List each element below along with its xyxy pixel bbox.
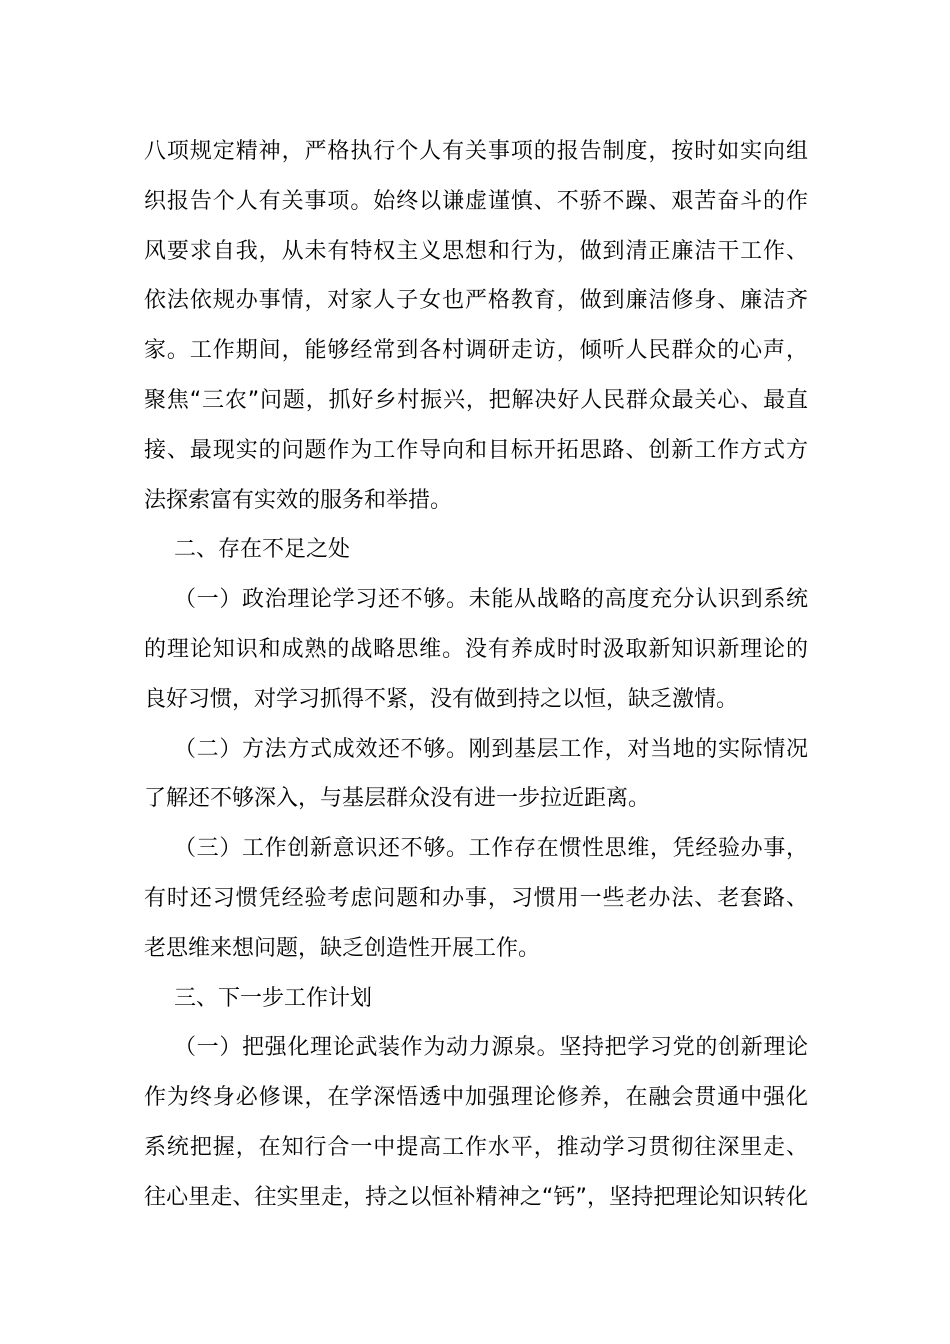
text-line: 有时还习惯凭经验考虑问题和办事，习惯用一些老办法、老套路、 <box>144 885 808 911</box>
text-line: 风要求自我，从未有特权主义思想和行为，做到清正廉洁干工作、 <box>144 238 808 264</box>
text-line: （一）把强化理论武装作为动力源泉。坚持把学习党的创新理论 <box>174 1035 808 1061</box>
text-line: （一）政治理论学习还不够。未能从战略的高度充分认识到系统 <box>174 587 808 613</box>
text-line: 系统把握，在知行合一中提高工作水平，推动学习贯彻往深里走、 <box>144 1134 808 1160</box>
text-line: 接、最现实的问题作为工作导向和目标开拓思路、创新工作方式方 <box>144 437 808 463</box>
text-line: （二）方法方式成效还不够。刚到基层工作，对当地的实际情况 <box>174 736 808 762</box>
text-line: 八项规定精神，严格执行个人有关事项的报告制度，按时如实向组 <box>144 139 808 164</box>
text-line: 老思维来想问题，缺乏创造性开展工作。 <box>144 935 541 961</box>
text-line: 聚焦“三农”问题，抓好乡村振兴，把解决好人民群众最关心、最直 <box>144 387 808 413</box>
text-line: 依法依规办事情，对家人子女也严格教育，做到廉洁修身、廉洁齐 <box>144 288 808 314</box>
text-line: 往心里走、往实里走，持之以恒补精神之“钙”，坚持把理论知识转化 <box>144 1184 808 1210</box>
text-line: （三）工作创新意识还不够。工作存在惯性思维，凭经验办事， <box>174 836 808 862</box>
text-line: 良好习惯，对学习抓得不紧，没有做到持之以恒，缺乏激情。 <box>144 686 739 712</box>
text-line: 家。工作期间，能够经常到各村调研走访，倾听人民群众的心声， <box>144 338 808 364</box>
document-page <box>144 127 808 1223</box>
text-line: 法探索富有实效的服务和举措。 <box>144 487 453 513</box>
section-heading: 二、存在不足之处 <box>174 537 351 563</box>
text-line: 作为终身必修课，在学深悟透中加强理论修养，在融会贯通中强化 <box>144 1085 808 1111</box>
text-line: 了解还不够深入，与基层群众没有进一步拉近距离。 <box>144 786 651 812</box>
section-heading: 三、下一步工作计划 <box>174 985 373 1011</box>
text-line: 织报告个人有关事项。始终以谦虚谨慎、不骄不躁、艰苦奋斗的作 <box>144 188 808 214</box>
text-line: 的理论知识和成熟的战略思维。没有养成时时汲取新知识新理论的 <box>144 636 808 662</box>
